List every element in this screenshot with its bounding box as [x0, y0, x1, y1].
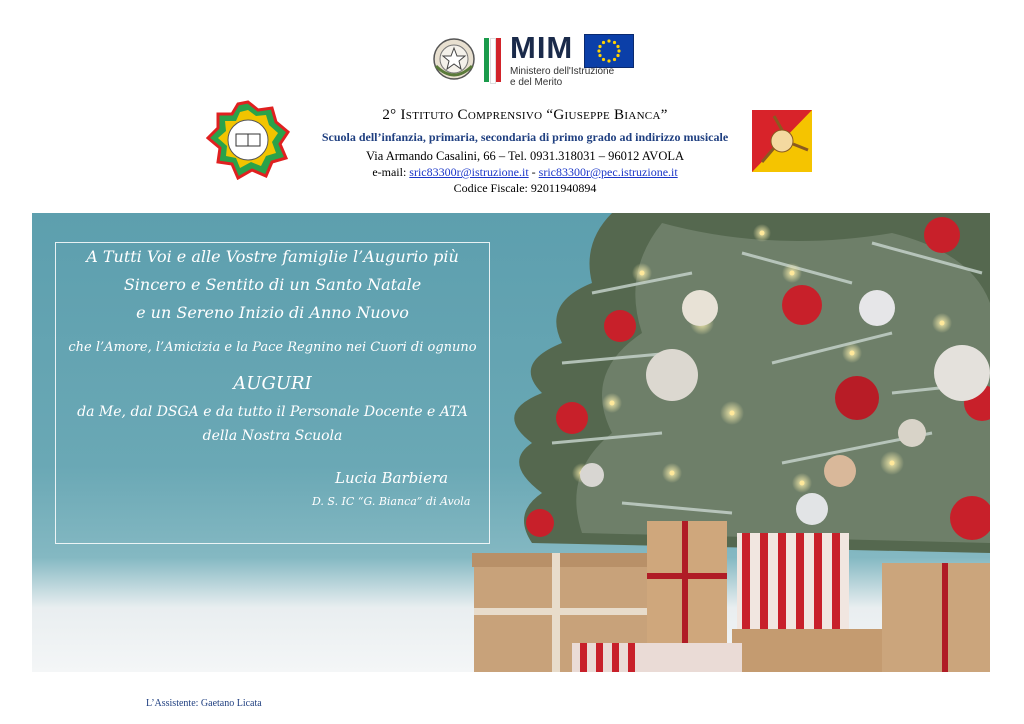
- email-label: e-mail:: [372, 165, 410, 179]
- greeting-line-6: della Nostra Scuola: [202, 428, 343, 444]
- sicily-region-flag-icon: [750, 108, 814, 174]
- email-separator: -: [528, 165, 539, 179]
- greeting-headline: AUGURI: [233, 373, 312, 394]
- italian-flag-icon: [484, 38, 502, 82]
- christmas-tree-illustration: [472, 213, 990, 672]
- greeting-line-1: A Tutti Voi e alle Vostre famiglie l’Augurio più: [86, 247, 459, 266]
- ministry-acronym: MIM: [510, 30, 574, 65]
- school-email-line: [300, 165, 750, 180]
- school-address: Via Armando Casalini, 66 – Tel. 0931.318031 – 96012 AVOLA: [365, 149, 685, 163]
- ministry-subtitle: [510, 66, 614, 88]
- republic-emblem-icon: [432, 36, 476, 82]
- greeting-card: [32, 213, 990, 672]
- school-description: Scuola dell’infanzia, primaria, secondaria di primo grado ad indirizzo musicale: [321, 130, 729, 144]
- signer-name: Lucia Barbiera: [335, 469, 449, 487]
- ministry-subtitle-line1: Ministero dell'Istruzione: [510, 66, 615, 77]
- email-link-pec[interactable]: sric83300r@pec.istruzione.it: [538, 165, 678, 179]
- email-link-istruzione[interactable]: sric83300r@istruzione.it: [409, 165, 529, 179]
- greeting-line-4: che l’Amore, l’Amicizia e la Pace Regnino nei Cuori di ognuno: [68, 340, 477, 355]
- footer-assistant: L’Assistente: Gaetano Licata: [146, 698, 262, 709]
- greeting-line-5: da Me, dal DSGA e da tutto il Personale Docente e ATA: [77, 404, 468, 420]
- school-fiscal-code: Codice Fiscale: 92011940894: [453, 181, 597, 195]
- signer-role: D. S. IC “G. Bianca” di Avola: [312, 495, 471, 508]
- school-name: 2° Istituto Comprensivo “Giuseppe Bianca”: [382, 107, 668, 123]
- greeting-line-2: Sincero e Sentito di un Santo Natale: [123, 275, 422, 294]
- school-logo-icon: [206, 100, 290, 180]
- greeting-line-3: e un Sereno Inizio di Anno Nuovo: [136, 303, 409, 322]
- ministry-header: [432, 30, 642, 90]
- eu-flag-icon: [584, 34, 634, 68]
- ministry-subtitle-line2: e del Merito: [510, 77, 563, 88]
